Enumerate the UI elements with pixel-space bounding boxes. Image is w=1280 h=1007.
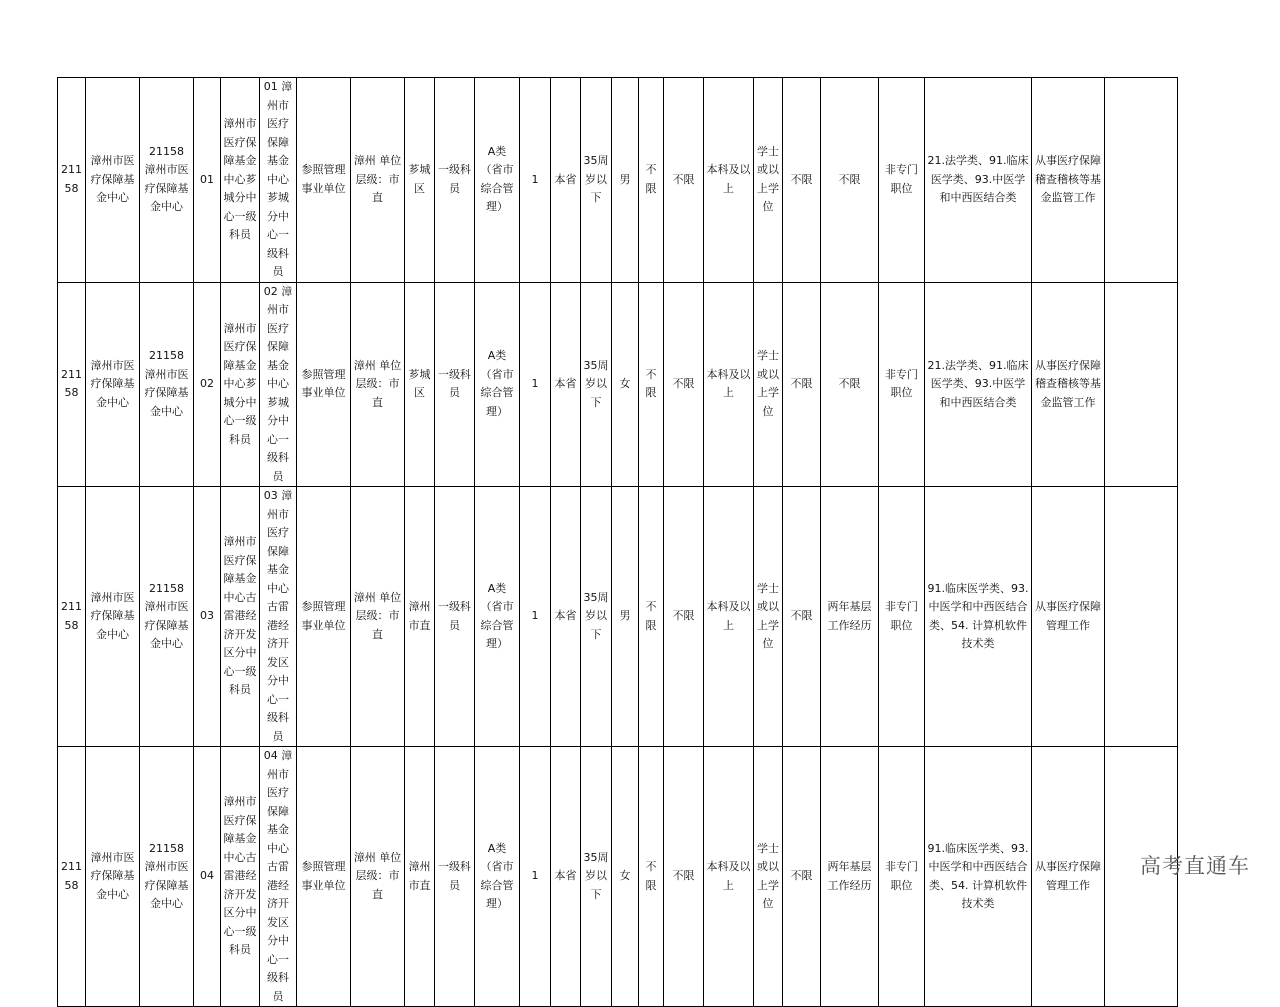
cell-major: 91.临床医学类、93.中医学和中西医结合类、54. 计算机软件技术类	[925, 747, 1032, 1007]
cell-degree: 学士或以上学位	[754, 78, 783, 283]
cell-pos-no: 04	[194, 747, 221, 1007]
cell-category: A类（省市综合管理）	[475, 282, 520, 487]
cell-pos-full: 04 漳州市医疗保障基金中心古雷港经济开发区分中心一级科员	[260, 747, 297, 1007]
cell-count: 1	[520, 747, 551, 1007]
cell-pos-name: 漳州市医疗保障基金中心芗城分中心一级科员	[221, 78, 260, 283]
cell-major: 21.法学类、91.临床医学类、93.中医学和中西医结合类	[925, 282, 1032, 487]
cell-experience: 两年基层工作经历	[821, 747, 879, 1007]
cell-level: 漳州 单位层级：市直	[351, 487, 405, 747]
cell-area: 芗城区	[405, 282, 435, 487]
cell-rank: 一级科员	[435, 78, 475, 283]
cell-special: 非专门职位	[879, 78, 925, 283]
cell-other2: 不限	[664, 487, 704, 747]
cell-code: 21158	[58, 487, 86, 747]
cell-unit-type: 参照管理事业单位	[297, 747, 351, 1007]
cell-gender: 男	[612, 78, 639, 283]
cell-special: 非专门职位	[879, 282, 925, 487]
cell-other1: 不限	[639, 487, 664, 747]
cell-level: 漳州 单位层级：市直	[351, 747, 405, 1007]
cell-degree: 学士或以上学位	[754, 747, 783, 1007]
cell-area: 芗城区	[405, 78, 435, 283]
cell-category: A类（省市综合管理）	[475, 747, 520, 1007]
cell-category: A类（省市综合管理）	[475, 487, 520, 747]
cell-dept: 漳州市医疗保障基金中心	[86, 747, 140, 1007]
cell-rank: 一级科员	[435, 487, 475, 747]
cell-other2: 不限	[664, 282, 704, 487]
cell-other3: 不限	[783, 487, 821, 747]
cell-other1: 不限	[639, 282, 664, 487]
cell-area: 漳州市直	[405, 487, 435, 747]
cell-origin: 本省	[551, 78, 581, 283]
cell-rank: 一级科员	[435, 282, 475, 487]
position-table	[57, 77, 1178, 1007]
cell-pos-name: 漳州市医疗保障基金中心古雷港经济开发区分中心一级科员	[221, 487, 260, 747]
cell-level: 漳州 单位层级：市直	[351, 282, 405, 487]
cell-pos-full: 01 漳州市医疗保障基金中心芗城分中心一级科员	[260, 78, 297, 283]
cell-pos-full: 03 漳州市医疗保障基金中心古雷港经济开发区分中心一级科员	[260, 487, 297, 747]
cell-duty: 从事医疗保障稽查稽核等基金监管工作	[1032, 282, 1105, 487]
cell-rank: 一级科员	[435, 747, 475, 1007]
cell-age: 35周岁以下	[581, 282, 612, 487]
cell-code: 21158	[58, 78, 86, 283]
cell-other1: 不限	[639, 78, 664, 283]
table-row	[58, 282, 1178, 487]
cell-pos-name: 漳州市医疗保障基金中心古雷港经济开发区分中心一级科员	[221, 747, 260, 1007]
cell-age: 35周岁以下	[581, 747, 612, 1007]
cell-education: 本科及以上	[704, 747, 754, 1007]
cell-other3: 不限	[783, 282, 821, 487]
cell-age: 35周岁以下	[581, 487, 612, 747]
cell-other1: 不限	[639, 747, 664, 1007]
cell-remark	[1105, 282, 1178, 487]
cell-duty: 从事医疗保障管理工作	[1032, 747, 1105, 1007]
cell-pos-no: 03	[194, 487, 221, 747]
cell-category: A类（省市综合管理）	[475, 78, 520, 283]
cell-other2: 不限	[664, 78, 704, 283]
table-row	[58, 78, 1178, 283]
watermark-text: 高考直通车	[1140, 854, 1250, 878]
cell-unit-type: 参照管理事业单位	[297, 487, 351, 747]
cell-dept: 漳州市医疗保障基金中心	[86, 282, 140, 487]
cell-code: 21158	[58, 282, 86, 487]
cell-unit: 21158 漳州市医疗保障基金中心	[140, 282, 194, 487]
cell-remark	[1105, 78, 1178, 283]
cell-unit-type: 参照管理事业单位	[297, 282, 351, 487]
cell-pos-full: 02 漳州市医疗保障基金中心芗城分中心一级科员	[260, 282, 297, 487]
cell-major: 91.临床医学类、93.中医学和中西医结合类、54. 计算机软件技术类	[925, 487, 1032, 747]
cell-duty: 从事医疗保障管理工作	[1032, 487, 1105, 747]
cell-education: 本科及以上	[704, 487, 754, 747]
cell-duty: 从事医疗保障稽查稽核等基金监管工作	[1032, 78, 1105, 283]
cell-special: 非专门职位	[879, 487, 925, 747]
cell-education: 本科及以上	[704, 282, 754, 487]
cell-unit: 21158 漳州市医疗保障基金中心	[140, 747, 194, 1007]
cell-gender: 女	[612, 747, 639, 1007]
cell-gender: 女	[612, 282, 639, 487]
cell-degree: 学士或以上学位	[754, 487, 783, 747]
cell-gender: 男	[612, 487, 639, 747]
cell-origin: 本省	[551, 747, 581, 1007]
cell-count: 1	[520, 78, 551, 283]
cell-origin: 本省	[551, 487, 581, 747]
cell-experience: 两年基层工作经历	[821, 487, 879, 747]
cell-count: 1	[520, 282, 551, 487]
cell-other2: 不限	[664, 747, 704, 1007]
cell-origin: 本省	[551, 282, 581, 487]
cell-unit-type: 参照管理事业单位	[297, 78, 351, 283]
cell-major: 21.法学类、91.临床医学类、93.中医学和中西医结合类	[925, 78, 1032, 283]
cell-pos-no: 01	[194, 78, 221, 283]
cell-area: 漳州市直	[405, 747, 435, 1007]
cell-degree: 学士或以上学位	[754, 282, 783, 487]
cell-experience: 不限	[821, 282, 879, 487]
cell-special: 非专门职位	[879, 747, 925, 1007]
cell-dept: 漳州市医疗保障基金中心	[86, 78, 140, 283]
table-row	[58, 747, 1178, 1007]
cell-other3: 不限	[783, 78, 821, 283]
cell-dept: 漳州市医疗保障基金中心	[86, 487, 140, 747]
cell-age: 35周岁以下	[581, 78, 612, 283]
cell-education: 本科及以上	[704, 78, 754, 283]
cell-pos-name: 漳州市医疗保障基金中心芗城分中心一级科员	[221, 282, 260, 487]
cell-remark	[1105, 487, 1178, 747]
cell-other3: 不限	[783, 747, 821, 1007]
table-row	[58, 487, 1178, 747]
cell-code: 21158	[58, 747, 86, 1007]
cell-pos-no: 02	[194, 282, 221, 487]
cell-level: 漳州 单位层级：市直	[351, 78, 405, 283]
cell-count: 1	[520, 487, 551, 747]
cell-unit: 21158 漳州市医疗保障基金中心	[140, 78, 194, 283]
cell-unit: 21158 漳州市医疗保障基金中心	[140, 487, 194, 747]
cell-experience: 不限	[821, 78, 879, 283]
